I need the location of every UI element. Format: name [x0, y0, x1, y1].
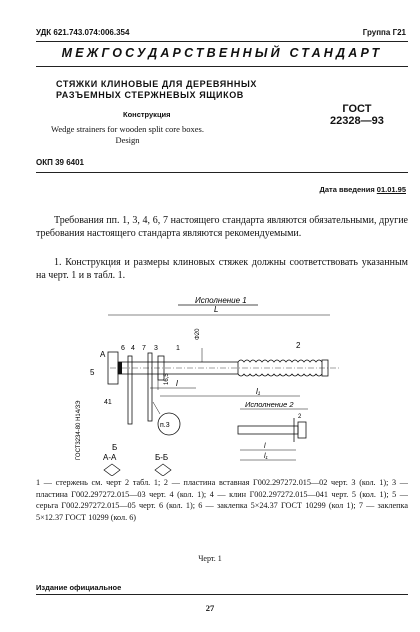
section-AA: А-А [103, 453, 117, 462]
callout-5: 5 [90, 368, 95, 377]
dim-l1: l₁ [256, 387, 261, 396]
okp-divider [36, 172, 408, 173]
section-A-top: А [100, 350, 106, 359]
callout-6: 6 [121, 345, 125, 352]
date-label: Дата введения [319, 185, 375, 194]
body-paragraph-1: Требования пп. 1, 3, 4, 6, 7 настоящего стандарта являются обязательными, другие требования настоящего стандарта являются рекомендуемыми. [36, 215, 408, 239]
callout-4: 4 [131, 345, 135, 352]
callout-7: 7 [142, 345, 146, 352]
title-line-2: РАЗЪЕМНЫХ СТЕРЖНЕВЫХ ЯЩИКОВ [56, 90, 244, 100]
group-code: Группа Г21 [362, 28, 406, 37]
side-standard-note: ГОСТ3234-80 Н14/3Э [76, 400, 82, 460]
note-p3: п.3 [160, 422, 170, 429]
standard-banner: МЕЖГОСУДАРСТВЕННЫЙ СТАНДАРТ [61, 46, 383, 60]
english-title-line-1: Wedge strainers for wooden split core boxes. [51, 124, 204, 134]
callout-1: 1 [176, 345, 180, 352]
dim-l: l [176, 379, 178, 388]
body-paragraph-2: 1. Конструкция и размеры клиновых стяжек должны соответствовать указанным на черт. 1 и в табл. 1. [36, 257, 408, 281]
dim-l1-version2: l₁ [264, 453, 268, 460]
page-number: 27 [205, 603, 215, 613]
section-BB: Б-Б [155, 453, 169, 462]
figure-caption: 1 — стержень см. черт 2 табл. 1; 2 — пластина вставная Г002.297272.015—02 черт. 3 (кол. 1); 3 — пластина Г002.297272.015—03 черт. 4 (кол. 1); 4 — клин Г002.297272.015—041 черт. 5 (кол. 1); 5 — серьга Г002.297272.015—05 черт. 6 (кол. 1); 6 — заклепка 5×24.37 ГОСТ 10299 (кол 1); 7 — заклепка 5×12.37 ГОСТ 10299 (кол. 6) [36, 478, 408, 522]
gost-label: ГОСТ [342, 103, 372, 115]
banner-divider [36, 66, 408, 67]
edition-label: Издание официальное [36, 583, 122, 592]
dim-L: L [214, 305, 219, 314]
document-subtitle: Конструкция [123, 110, 171, 119]
english-title [51, 124, 204, 146]
dia-20: Φ20 [195, 328, 201, 340]
figure-label: Черт. 1 [198, 554, 222, 563]
introduction-date [320, 185, 406, 194]
dim-41: 41 [104, 399, 112, 406]
dim-16-5: 16,5 [164, 373, 170, 385]
english-title-line-2: Design [115, 135, 140, 145]
gost-number [330, 103, 384, 127]
top-divider [36, 41, 408, 42]
version-2-label: Исполнение 2 [245, 400, 294, 409]
okp-code: ОКП 39 6401 [36, 158, 84, 167]
footer-divider [36, 594, 408, 595]
title-line-1: СТЯЖКИ КЛИНОВЫЕ ДЛЯ ДЕРЕВЯННЫХ [56, 79, 257, 89]
date-value: 01.01.95 [376, 185, 406, 194]
document-title [56, 79, 257, 101]
technical-drawing [0, 290, 420, 476]
callout-3: 3 [154, 345, 158, 352]
version-2-callout: 2 [298, 414, 302, 420]
gost-code: 22328—93 [330, 115, 384, 127]
callout-2: 2 [296, 341, 301, 350]
dim-l-version2: l [264, 443, 266, 450]
udk-code: УДК 621.743.074:006.354 [36, 28, 130, 37]
version-1-label: Исполнение 1 [195, 296, 247, 305]
section-B-bottom: Б [112, 443, 118, 452]
